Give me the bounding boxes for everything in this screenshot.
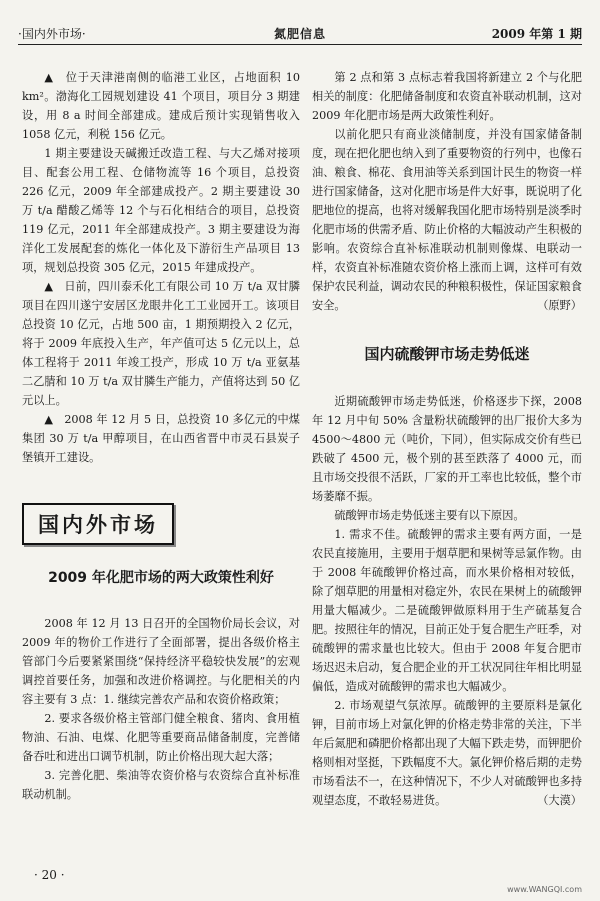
- running-header: [18, 22, 582, 45]
- right-column: [312, 68, 582, 810]
- paragraph: 2. 要求各级价格主管部门健全粮食、猪肉、食用植物油、石油、电煤、化肥等重要商品储备制度，完善储备吞吐和进出口调节机制，防止价格出现大起大落；: [22, 712, 300, 763]
- paragraph: 第 2 点和第 3 点标志着我国将新建立 2 个与化肥相关的制度：化肥储备制度和农资直补联动机制，这对 2009 年化肥市场是两大政策性利好。: [312, 71, 582, 122]
- paragraph: [312, 696, 582, 810]
- section-label: 国内外市场: [22, 503, 174, 545]
- paragraph: 1 期主要建设天碱搬迁改造工程、与大乙烯对接项目、配套公用工程、仓储物流等 16 个项目，总投资 226 亿元，2009 年全部建成投产。2 期主要建设 30 万 t/a 醋酸乙烯等 12 个与石化相结合的项目，总投资 119 亿元，2011 年全部建成投产。3 期主要建设为海洋化工发展配套的炼化一体化及下游衍生产品项目 13 项，规划总投资 305 亿元，2015 年建成投产。: [22, 147, 300, 274]
- author-signature: （大漠）: [537, 794, 582, 807]
- header-journal: 氮肥信息: [273, 26, 326, 41]
- paragraph: 近期硫酸钾市场走势低迷，价格逐步下探，2008 年 12 月中旬 50% 含量粉状硫酸钾的出厂报价大多为 4500～4800 元（吨价，下同），但实际成交价有些已跌破了 4500 元，极个别的甚至跌落了 4000 元，而且市场交投很不活跃，厂家的开工率也比较低，整个市场萎靡不振。: [312, 395, 582, 503]
- author-signature: （原野）: [537, 299, 582, 312]
- paragraph-text: 2. 市场观望气氛浓厚。硫酸钾的主要原料是氯化钾，目前市场上对氯化钾的价格走势非常的关注，下半年后氮肥和磷肥价格都出现了大幅下跌走势，而钾肥价格则相对坚挺，下跌幅度不大。氯化钾价格后期的走势市场看法不一，在这种情况下，不少人对硫酸钾也多持观望态度，不敢轻易进货。: [312, 699, 582, 807]
- watermark: www.WANGQI.com: [507, 885, 582, 894]
- article-title: 国内硫酸钾市场走势低迷: [364, 345, 530, 363]
- paragraph-text: 以前化肥只有商业淡储制度，并没有国家储备制度，现在把化肥也纳入到了重要物资的行列中，也像石油、粮食、棉花、食用油等关系到国计民生的物资一样进行国家储备，这对化肥市场是件大好事，既说明了化肥地位的提高，也将对缓解我国化肥市场特别是淡季时化肥市场的供需矛盾、防止价格的大幅波动产生积极的影响。农资综合直补标准联动机制则像煤、电联动一样，农资直补标准随农资价格上涨而上调，这样可有效保护农民利益，调动农民的种粮积极性，保证国家粮食安全。: [312, 128, 582, 312]
- page-number: · 20 ·: [34, 868, 65, 882]
- left-column: [22, 68, 300, 804]
- paragraph: 硫酸钾市场走势低迷主要有以下原因。: [334, 509, 525, 522]
- paragraph: ▲ 日前，四川泰禾化工有限公司 10 万 t/a 双甘膦项目在四川遂宁安居区龙眼井化工工业园开工。该项目总投资 10 亿元，占地 500 亩，1 期预期投入 2 亿元，将于 2009 年底投入生产，年产值可达 5 亿元以上，总体工程将于 2011 年竣工投产，形成 10 万 t/a 亚氨基二乙腈和 10 万 t/a 双甘膦生产能力，产值将达到 50 亿元以上。: [22, 280, 300, 407]
- paragraph: ▲ 位于天津港南侧的临港工业区，占地面积 10 km²。渤海化工园规划建设 41 个项目，项目分 3 期建设，用 8 a 时间全部建成。建成后预计实现销售收入 1058 亿元，利税 156 亿元。: [22, 71, 300, 141]
- header-section: ·国内外市场·: [18, 26, 86, 41]
- header-issue: 2009 年第 1 期: [491, 26, 582, 41]
- paragraph: 1. 需求不佳。硫酸钾的需求主要有两方面，一是农民直接施用，主要用于烟草肥和果树等忌氯作物。由于 2008 年硫酸钾价格过高，而水果价格相对较低，除了烟草肥的用量相对稳定外，农民在果树上的硫酸钾用量大幅减少。二是硫酸钾做原料用于生产硫基复合肥。按照往年的情况，目前正处于复合肥生产旺季，对硫酸钾的需求量也比较大。但由于 2008 年复合肥市场迟迟未启动，复合肥企业的开工状况同往年相比明显偏低，造成对硫酸钾的需求也大幅减少。: [312, 528, 582, 693]
- paragraph: ▲ 2008 年 12 月 5 日，总投资 10 多亿元的中煤集团 30 万 t/a 甲醇项目，在山西省晋中市灵石县炭子堡镇开工建设。: [22, 413, 300, 464]
- article-title: 2009 年化肥市场的两大政策性利好: [48, 570, 274, 586]
- paragraph: 2008 年 12 月 13 日召开的全国物价局长会议，对 2009 年的物价工作进行了全面部署，提出各级价格主管部门今后要紧紧围绕“保持经济平稳较快发展”的宏观调控首要任务，加强和改进价格调控。与化肥相关的内容主要有 3 点：1. 继续完善农产品和农资价格政策；: [22, 617, 300, 706]
- paragraph: 3. 完善化肥、柴油等农资价格与农资综合直补标准联动机制。: [22, 769, 300, 801]
- paragraph: [312, 125, 582, 315]
